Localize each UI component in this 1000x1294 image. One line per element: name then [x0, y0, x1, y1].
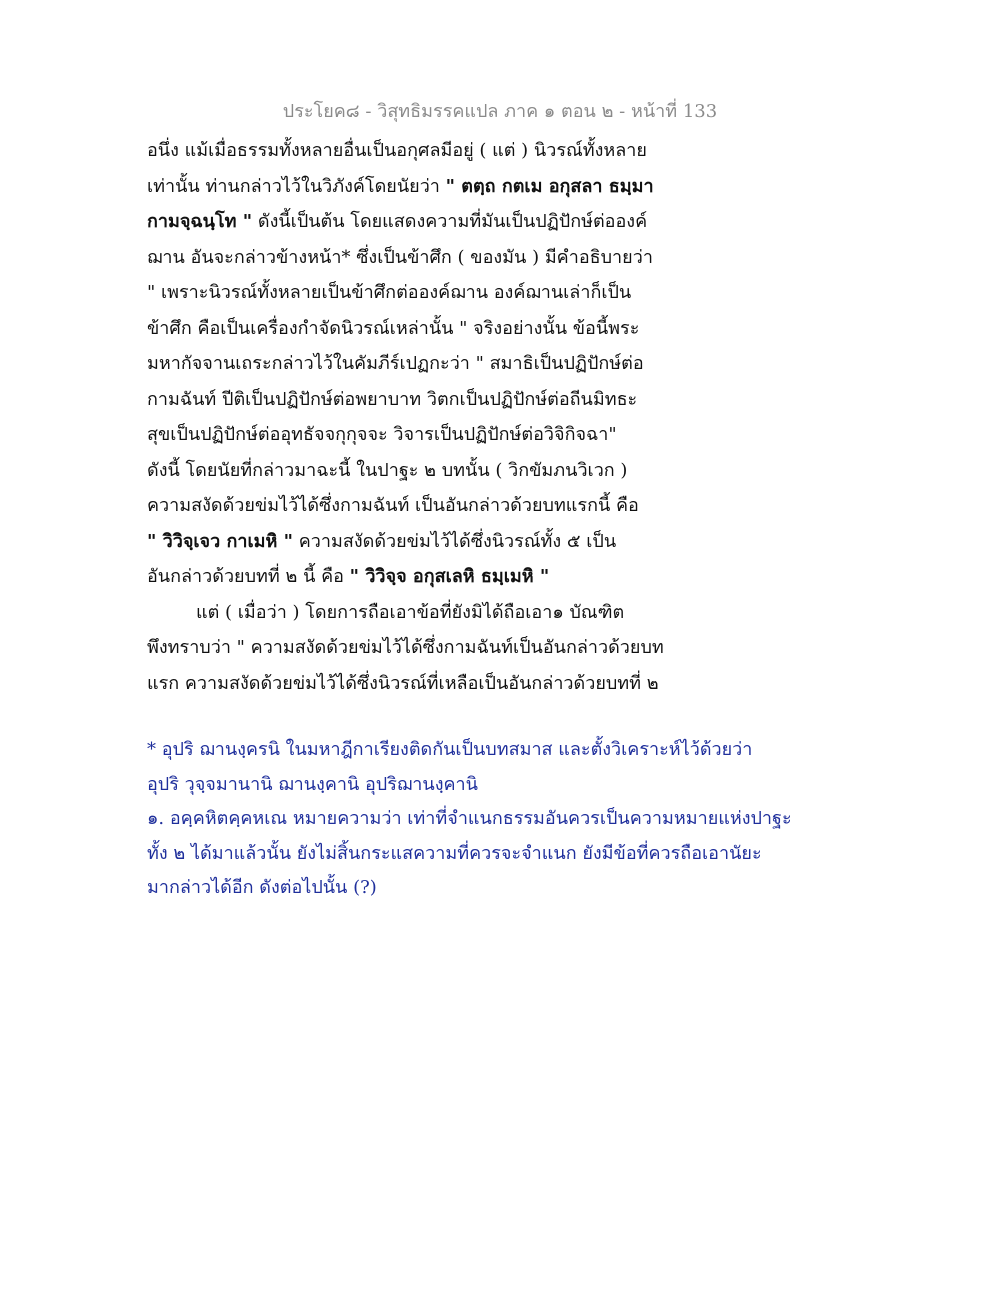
text-run: เท่านั้น ท่านกล่าวไว้ในวิภังค์โดยนัยว่า [147, 175, 446, 197]
text-line: อนึ่ง แม้เมื่อธรรมทั้งหลายอื่นเป็นอกุศลมีอยู่ ( แต่ ) นิวรณ์ทั้งหลาย [147, 140, 647, 161]
main-text [147, 133, 747, 701]
text-run: ดังนี้เป็นต้น โดยแสดงความที่มันเป็นปฏิปักษ์ต่อองค์ [252, 211, 648, 232]
footnote-line: ๑. อคฺคหิตคฺคหเณ หมายความว่า เท่าที่จำแนกธรรมอันควรเป็นความหมายแห่งปาฐะ [147, 808, 792, 829]
text-line: ข้าศึก คือเป็นเครื่องกำจัดนิวรณ์เหล่านั้น " จริงอย่างนั้น ข้อนี้พระ [147, 317, 640, 339]
footnote-line: มากล่าวได้อีก ดังต่อไปนั้น (?) [147, 877, 377, 898]
text-line: " เพราะนิวรณ์ทั้งหลายเป็นข้าศึกต่อองค์ฌาน องค์ฌานเล่าก็เป็น [147, 282, 632, 303]
text-line: ความสงัดด้วยข่มไว้ได้ซึ่งกามฉันท์ เป็นอันกล่าวด้วยบทแรกนี้ คือ [147, 495, 639, 516]
text-run: อันกล่าวด้วยบทที่ ๒ นี้ คือ [147, 566, 350, 587]
text-line: ฌาน อันจะกล่าวข้างหน้า* ซึ่งเป็นข้าศึก ( ของมัน ) มีคำอธิบายว่า [147, 246, 653, 268]
footnote-line: อุปริ วุจฺจมานานิ ฌานงฺคานิ อุปริฌานงฺคานิ [147, 773, 478, 795]
text-run: ความสงัดด้วยข่มไว้ได้ซึ่งนิวรณ์ทั้ง ๕ เป็น [293, 530, 617, 552]
pali-quote: " วิวิจฺเจว กาเมหิ " [147, 530, 294, 552]
page-header: ประโยค๘ - วิสุทธิมรรคแปล ภาค ๑ ตอน ๒ - หน้าที่ 133 [282, 101, 718, 122]
pali-quote: " วิวิจฺจ อกุสเลหิ ธมฺเมหิ " [349, 566, 550, 587]
footnote-line: * อุปริ ฌานงฺครนิ ในมหาฎีกาเรียงติดกันเป็นบทสมาส และตั้งวิเคราะห์ไว้ด้วยว่า [147, 739, 753, 760]
text-line [147, 169, 747, 205]
text-line [147, 204, 747, 240]
text-line: ดังนี้ โดยนัยที่กล่าวมาฉะนี้ ในปาฐะ ๒ บทนั้น ( วิกขัมภนวิเวก ) [147, 459, 628, 481]
text-line: แต่ ( เมื่อว่า ) โดยการถือเอาข้อที่ยังมิได้ถือเอา๑ บัณฑิต [196, 601, 625, 623]
text-line: กามฉันท์ ปีติเป็นปฏิปักษ์ต่อพยาบาท วิตกเป็นปฏิปักษ์ต่อถีนมิทธะ [147, 388, 638, 410]
pali-quote: กามจฺฉนฺโท " [147, 211, 253, 232]
footnotes [147, 733, 792, 906]
text-line: สุขเป็นปฏิปักษ์ต่ออุทธัจจกุกุจจะ วิจารเป็นปฏิปักษ์ต่อวิจิกิจฉา" [147, 424, 617, 445]
pali-quote: " ตตฺถ กตเม อกุสลา ธมฺมา [445, 175, 654, 197]
text-line [147, 524, 747, 560]
text-line: พึงทราบว่า " ความสงัดด้วยข่มไว้ได้ซึ่งกามฉันท์เป็นอันกล่าวด้วยบท [147, 637, 664, 658]
text-line [147, 559, 747, 595]
footnote-line: ทั้ง ๒ ได้มาแล้วนั้น ยังไม่สิ้นกระแสความที่ควรจะจำแนก ยังมีข้อที่ควรถือเอานัยะ [147, 842, 762, 864]
text-line: แรก ความสงัดด้วยข่มไว้ได้ซึ่งนิวรณ์ที่เหลือเป็นอันกล่าวด้วยบทที่ ๒ [147, 672, 659, 694]
text-line: มหากัจจานเถระกล่าวไว้ในคัมภีร์เปฏกะว่า " สมาธิเป็นปฏิปักษ์ต่อ [147, 353, 644, 374]
